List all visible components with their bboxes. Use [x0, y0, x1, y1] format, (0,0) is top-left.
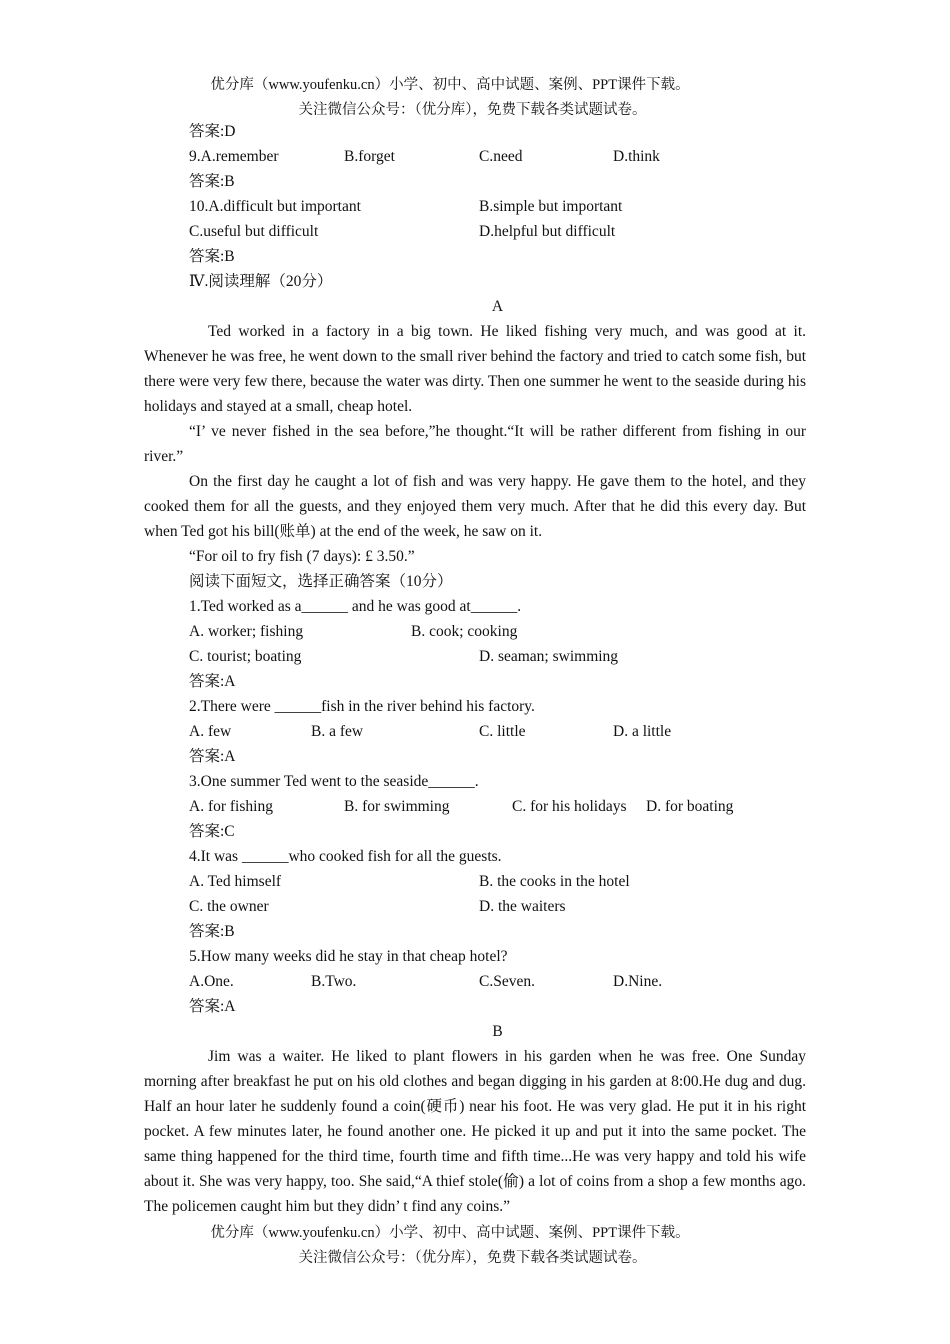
- footer-line-2: 关注微信公众号：（优分库），免费下载各类试题试卷。: [298, 1250, 647, 1266]
- option-d: D.helpful but difficult: [479, 223, 616, 240]
- question-1-options-row2: [144, 644, 806, 669]
- answer-3: 答案:C: [189, 823, 235, 840]
- option-d: D. a little: [613, 723, 672, 740]
- option-b: B.forget: [344, 148, 395, 165]
- option-c: C.Seven.: [479, 973, 535, 990]
- option-b: B. a few: [311, 723, 364, 740]
- option-b: B. for swimming: [344, 798, 450, 815]
- question-5-options: [144, 969, 806, 994]
- answer-8: 答案:D: [189, 123, 236, 140]
- question-10-options-row1: [144, 194, 806, 219]
- option-d: D.Nine.: [613, 973, 663, 990]
- question-1-options-row1: [144, 619, 806, 644]
- question-3-options: [144, 794, 806, 819]
- option-a: A. few: [189, 723, 232, 740]
- option-b: B. the cooks in the hotel: [479, 873, 630, 890]
- answer-9: 答案:B: [189, 173, 235, 190]
- document-body: [144, 119, 806, 1219]
- section-title: Ⅳ.阅读理解（20分）: [189, 273, 333, 290]
- passage-b-paragraph-1: Jim was a waiter. He liked to plant flowers in his garden when he was free. One Sunday morning after breakfast he put on his old clothes and began digging in his garden at 8:00.He dug and dug. Half an hour later he suddenly found a coin(硬币) near his foot. He was very glad. He put it in his right pocket. A few minutes later, he found another one. He picked it up and put it into the same pocket. The same thing happened for the third time, fourth time and fifth time...He was very happy and told his wife about it. She was very happy, too. She said,“A thief stole(偷) a lot of coins from a shop a few months ago. The policemen caught him but they didn’ t find any coins.”: [144, 1048, 806, 1215]
- option-c: C.useful but difficult: [189, 223, 319, 240]
- option-a: A. worker; fishing: [189, 623, 304, 640]
- option-d: D.think: [613, 148, 660, 165]
- instruction: 阅读下面短文，选择正确答案（10分）: [189, 573, 453, 590]
- option-b: B.Two.: [311, 973, 357, 990]
- question-3-stem: 3.One summer Ted went to the seaside______.: [189, 773, 479, 790]
- question-5-stem: 5.How many weeks did he stay in that cheap hotel?: [189, 948, 508, 965]
- answer-10: 答案:B: [189, 248, 235, 265]
- passage-b-label: B: [492, 1023, 503, 1040]
- answer-5: 答案:A: [189, 998, 236, 1015]
- option-c: C. little: [479, 723, 526, 740]
- page-header: [0, 73, 950, 119]
- passage-a-paragraph-3: On the first day he caught a lot of fish and was very happy. He gave them to the hotel, and they cooked them for all the guests, and they enjoyed them very much. After that he did this every day. But when Ted got his bill(账单) at the end of the week, he saw on it.: [144, 473, 806, 540]
- question-4-stem: 4.It was ______who cooked fish for all the guests.: [189, 848, 502, 865]
- option-c: C.need: [479, 148, 523, 165]
- option-c: C. tourist; boating: [189, 648, 302, 665]
- header-line-2: 关注微信公众号：（优分库），免费下载各类试题试卷。: [298, 102, 647, 118]
- option-c: C. the owner: [189, 898, 269, 915]
- question-1-stem: 1.Ted worked as a______ and he was good at______.: [189, 598, 522, 615]
- question-2-options: [144, 719, 806, 744]
- passage-a-paragraph-1: Ted worked in a factory in a big town. He liked fishing very much, and was good at it. Whenever he was free, he went down to the small river behind the factory and tried to catch some fish, but there were very few there, because the water was dirty. Then one summer he went to the seaside during his holidays and stayed at a small, cheap hotel.: [144, 323, 806, 415]
- option-a: A. for fishing: [189, 798, 273, 815]
- header-line-1: 优分库（www.youfenku.cn）小学、初中、高中试题、案例、PPT课件下载。: [210, 77, 690, 93]
- option-b: B.simple but important: [479, 198, 623, 215]
- option-d: D. for boating: [646, 798, 734, 815]
- option-a: A. Ted himself: [189, 873, 282, 890]
- passage-a-paragraph-2: “I’ ve never fished in the sea before,”he thought.“It will be rather different from fishing in our river.”: [144, 423, 806, 465]
- page-footer: [0, 1221, 950, 1267]
- question-2-stem: 2.There were ______fish in the river behind his factory.: [189, 698, 535, 715]
- answer-1: 答案:A: [189, 673, 236, 690]
- option-c: C. for his holidays: [512, 798, 627, 815]
- answer-2: 答案:A: [189, 748, 236, 765]
- option-b: B. cook; cooking: [411, 623, 518, 640]
- question-4-options-row2: [144, 894, 806, 919]
- question-4-options-row1: [144, 869, 806, 894]
- option-d: D. the waiters: [479, 898, 566, 915]
- footer-line-1: 优分库（www.youfenku.cn）小学、初中、高中试题、案例、PPT课件下载。: [210, 1225, 690, 1241]
- passage-a-paragraph-4: “For oil to fry fish (7 days): £ 3.50.”: [189, 548, 415, 565]
- question-10-options-row2: [144, 219, 806, 244]
- option-a: 9.A.remember: [189, 148, 279, 165]
- answer-4: 答案:B: [189, 923, 235, 940]
- option-a: A.One.: [189, 973, 234, 990]
- passage-a-label: A: [491, 298, 504, 315]
- question-9-options: [144, 144, 806, 169]
- option-d: D. seaman; swimming: [479, 648, 619, 665]
- option-a: 10.A.difficult but important: [189, 198, 361, 215]
